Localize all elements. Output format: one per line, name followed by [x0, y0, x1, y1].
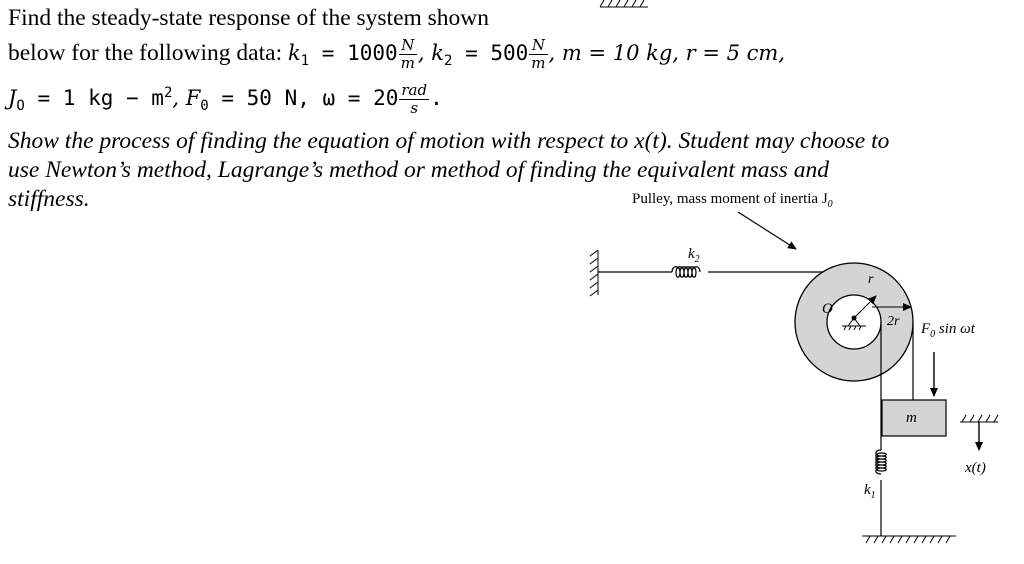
k2-unit: $\frac{N}{m}$	[531, 36, 546, 72]
spring-k2	[598, 267, 854, 278]
problem-line-3: $J_O = 1$ kg − $m^2$, $F_0 = 50$ N, ω = 20 $\frac{\text{rad}}{s}$ .	[8, 81, 443, 117]
2r-label: 2r	[887, 314, 900, 329]
instruction-line-1: Show the process of finding the equation of motion with respect to x(t). Student may choose to	[8, 128, 890, 154]
x-label: x(t)	[965, 460, 986, 476]
O-label: O	[822, 301, 833, 317]
k2-label: $k_2$	[688, 246, 700, 265]
instruction-line-3: stiffness.	[8, 186, 90, 212]
force-label: $F_0$ sin ωt	[921, 321, 975, 340]
pulley-label-arrow	[738, 212, 796, 249]
J0-value: $J_O = 1$ kg − $m^2$, $F_0 = 50$ N, ω = 20	[8, 84, 399, 115]
problem-line-2-lead: below for the following data:	[8, 39, 288, 66]
k1-label: $k_1$	[864, 482, 876, 501]
mass-and-radius: , m = 10 kg, r = 5 cm,	[548, 40, 786, 65]
ground	[862, 536, 956, 543]
r-label: r	[868, 272, 874, 287]
problem-line-1: Find the steady-state response of the system shown	[8, 5, 490, 31]
omega-unit: $\frac{\text{rad}}{s}$	[401, 81, 428, 117]
k2-value: , $k_2 = 500$	[417, 40, 529, 70]
k1-value: $k_1 = 1000$	[287, 40, 398, 70]
mass-label: m	[906, 410, 917, 426]
x-reference	[960, 415, 998, 450]
top-hatch	[600, 0, 648, 7]
left-wall	[590, 250, 598, 296]
instruction-line-2: use Newton’s method, Lagrange’s method or method of finding the equivalent mass and	[8, 157, 829, 183]
pulley-label: Pulley, mass moment of inertia $J_0$	[632, 191, 833, 210]
spring-k1	[876, 450, 887, 536]
k1-unit: $\frac{N}{m}$	[400, 36, 415, 72]
